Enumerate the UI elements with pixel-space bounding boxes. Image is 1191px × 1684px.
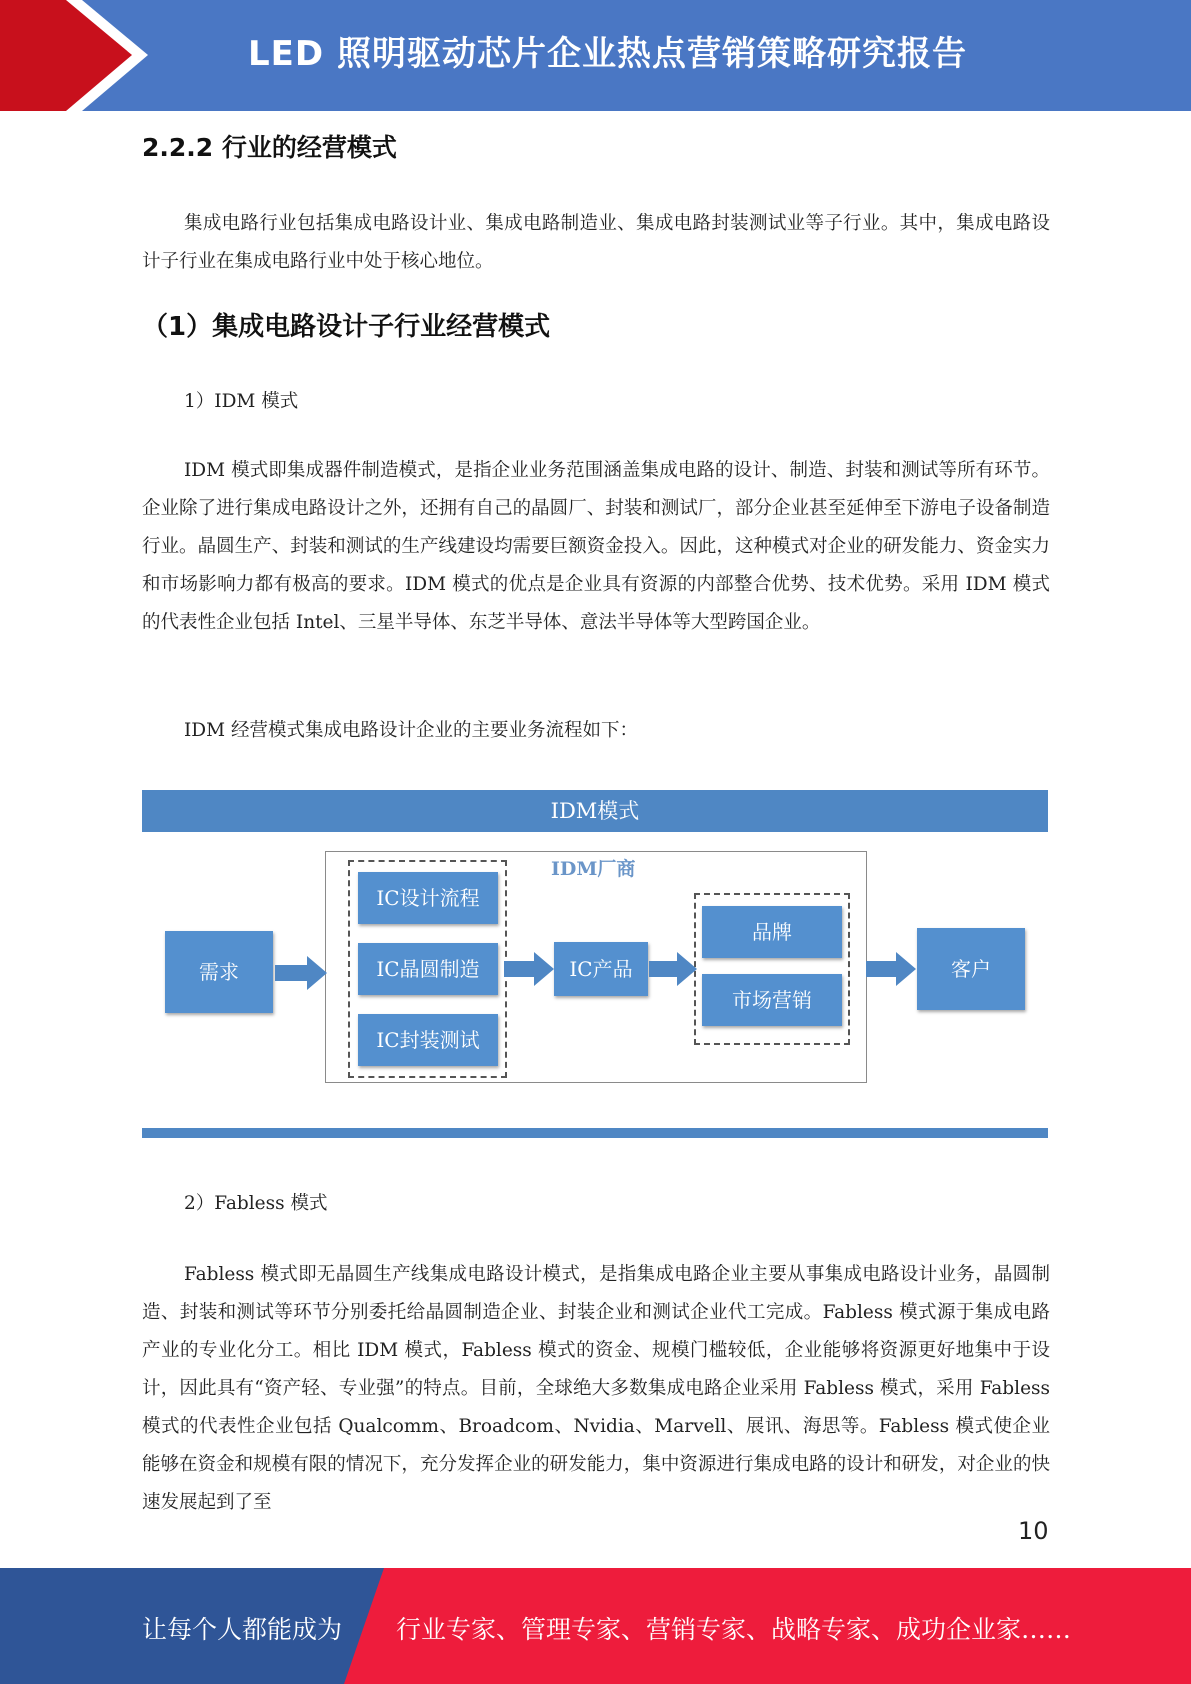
- report-title: LED 照明驱动芯片企业热点营销策略研究报告: [248, 34, 967, 74]
- arrow-right-icon: [866, 952, 916, 986]
- idm-label: 1）IDM 模式: [184, 391, 299, 412]
- arrow-right-icon: [504, 952, 554, 986]
- demand-box: 需求: [165, 931, 273, 1013]
- intro-paragraph: 集成电路行业包括集成电路设计业、集成电路制造业、集成电路封装测试业等子行业。其中，集成电路设计子行业在集成电路行业中处于核心地位。: [142, 213, 1050, 272]
- idm-flow-intro: IDM 经营模式集成电路设计企业的主要业务流程如下：: [184, 720, 638, 741]
- market-box-brand: 品牌: [702, 906, 842, 958]
- page-footer: [0, 1568, 1191, 1684]
- idm-flow-diagram: [142, 788, 1050, 1140]
- arrow-right-icon: [275, 956, 327, 990]
- header-chevron-icon: [0, 0, 160, 111]
- footer-slogan-right: 行业专家、管理专家、营销专家、战略专家、成功企业家……: [396, 1615, 1072, 1644]
- idm-paragraph: IDM 模式即集成器件制造模式，是指企业业务范围涵盖集成电路的设计、制造、封装和测试等所有环节。企业除了进行集成电路设计之外，还拥有自己的晶圆厂、封装和测试厂，部分企业甚至延伸至下游电子设备制造行业。晶圆生产、封装和测试的生产线建设均需要巨额资金投入。因此，这种模式对企业的研发能力、资金实力和市场影响力都有极高的要求。IDM 模式的优点是企业具有资源的内部整合优势、技术优势。采用 IDM 模式的代表性企业包括 Intel、三星半导体、东芝半导体、意法半导体等大型跨国企业。: [142, 460, 1050, 633]
- footer-slogan-left: 让每个人都能成为: [142, 1615, 343, 1644]
- diagram-title-band: IDM模式: [142, 790, 1048, 832]
- idm-vendor-label: IDM厂商: [551, 858, 636, 880]
- customer-box: 客户: [917, 928, 1025, 1010]
- diagram-bottom-band: [142, 1128, 1048, 1138]
- fabless-label: 2）Fabless 模式: [184, 1193, 328, 1214]
- process-box-design: IC设计流程: [358, 872, 498, 924]
- page-header: [0, 0, 1191, 111]
- market-box-marketing: 市场营销: [702, 974, 842, 1026]
- subsection-heading: （1）集成电路设计子行业经营模式: [142, 312, 551, 342]
- page-number: 10: [1018, 1517, 1049, 1545]
- process-box-wafer: IC晶圆制造: [358, 943, 498, 995]
- arrow-right-icon: [649, 952, 697, 986]
- product-box: IC产品: [554, 942, 648, 996]
- process-box-packaging: IC封装测试: [358, 1014, 498, 1066]
- section-heading: 2.2.2 行业的经营模式: [142, 133, 397, 162]
- fabless-paragraph: Fabless 模式即无晶圆生产线集成电路设计模式，是指集成电路企业主要从事集成电路设计业务，晶圆制造、封装和测试等环节分别委托给晶圆制造企业、封装企业和测试企业代工完成。Fabless 模式源于集成电路产业的专业化分工。相比 IDM 模式，Fabless 模式的资金、规模门槛较低，企业能够将资源更好地集中于设计，因此具有“资产轻、专业强”的特点。目前，全球绝大多数集成电路企业采用 Fabless 模式，采用 Fabless 模式的代表性企业包括 Qualcomm、Broadcom、Nvidia、Marvell、展讯、海思等。Fabless 模式使企业能够在资金和规模有限的情况下，充分发挥企业的研发能力，集中资源进行集成电路的设计和研发，对企业的快速发展起到了至: [142, 1264, 1050, 1513]
